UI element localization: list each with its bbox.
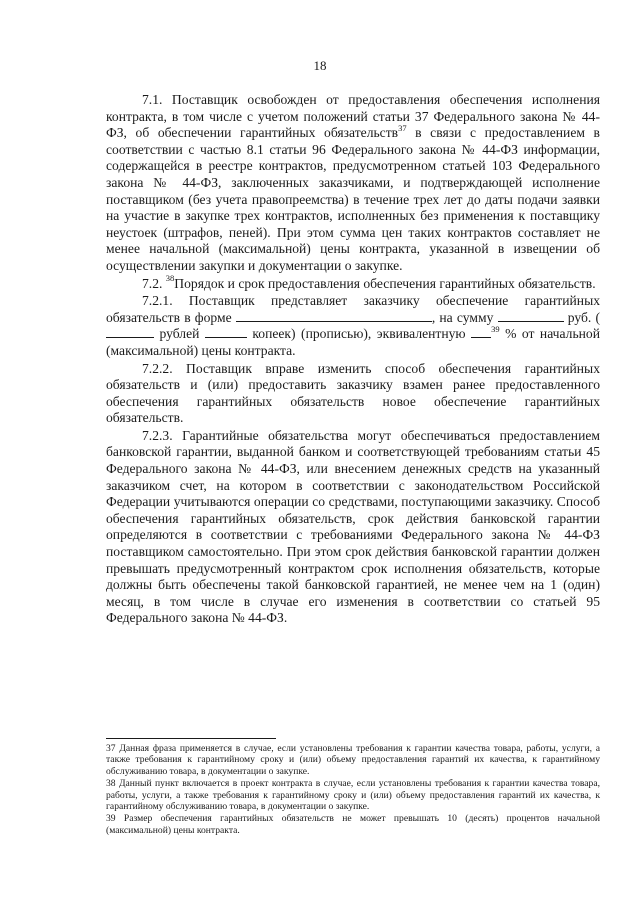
clause-7-2-number: 7.2. xyxy=(142,275,166,291)
clause-7-2-text: Порядок и срок предоставления обеспечения гарантийных обязательств. xyxy=(174,275,596,291)
footnote-37: 37 Данная фраза применяется в случае, если установлены требования к гарантии качества товара, работы, услуги, а также требования к гарантийному сроку и (или) объему предоставления гарантий их качества, к гарантийному обслуживанию товара, в документации о закупке. xyxy=(106,743,600,777)
clause-7-2 xyxy=(106,273,600,293)
clause-7-2-2: 7.2.2. Поставщик вправе изменить способ обеспечения гарантийных обязательств и (или) предоставить заказчику взамен ранее предоставленного обеспечения гарантийных обязательств новое обеспечение гарантийных обязательств. xyxy=(106,360,600,426)
clause-7-1-text: 7.1. Поставщик освобожден от предоставления обеспечения исполнения контракта, в том числе с учетом положений статьи 37 Федерального закона № 44-ФЗ, об обеспечении гарантийных обязательств xyxy=(106,92,600,141)
clause-7-2-1-text-b: , на сумму xyxy=(431,309,498,325)
clause-7-1 xyxy=(106,92,600,275)
clause-7-1-text-rest: в связи с предоставлением в соответствии с частью 8.1 статьи 96 Федерального закона № 44-ФЗ информации, содержащейся в реестре контрактов, предусмотренном статьей 103 Федерального закона № 44-ФЗ, заключенных заказчиками, и подтверждающей исполнение поставщиком (без учета правопреемства) в течение трех лет до даты подачи заявки на участие в закупке трех контрактов, исполненных без применения к поставщику неустоек (штрафов, пеней). При этом сумма цен таких контрактов составляет не менее начальной (максимальной) цены контракта, указанной в извещении об осуществлении закупки и документации о закупке. xyxy=(106,125,600,273)
clause-7-2-1-text-a: 7.2.1. Поставщик представляет заказчику обеспечение гарантийных обязательств в форме xyxy=(106,293,600,325)
footnote-divider xyxy=(106,738,276,739)
guarantee-form-blank[interactable] xyxy=(236,310,432,322)
clause-7-2-1-text-e: копеек) (прописью), эквивалентную xyxy=(246,326,472,342)
document-body xyxy=(106,92,600,627)
clause-7-2-1-text-f: % от начальной (максимальной) цены контракта. xyxy=(106,326,601,358)
clause-7-2-1-text-c: руб. ( xyxy=(563,309,600,325)
footnote-ref-38[interactable]: 38 xyxy=(165,273,175,283)
footnotes xyxy=(106,743,600,837)
footnote-39: 39 Размер обеспечения гарантийных обязательств не может превышать 10 (десять) процентов начальной (максимальной) цены контракта. xyxy=(106,813,600,836)
amount-blank[interactable] xyxy=(498,310,564,322)
clause-7-2-1 xyxy=(106,293,600,359)
clause-7-2-3: 7.2.3. Гарантийные обязательства могут обеспечиваться предоставлением банковской гарантии, выданной банком и соответствующей требованиям статьи 45 Федерального закона № 44-ФЗ, или внесением денежных средств на указанный заказчиком счет, на котором в соответствии с законодательством Российской Федерации учитываются операции со средствами, поступающими заказчику. Способ обеспечения гарантийных обязательств, срок действия банковской гарантии определяются в соответствии с требованиями Федерального закона № 44-ФЗ поставщиком самостоятельно. При этом срок действия банковской гарантии должен превышать предусмотренный контрактом срок исполнения обязательств, которые должны быть обеспечены такой банковской гарантией, не менее чем на 1 (один) месяц, в том числе в случае его изменения в соответствии со статьей 95 Федерального закона № 44-ФЗ. xyxy=(106,427,600,626)
footnote-ref-37[interactable]: 37 xyxy=(398,122,407,133)
footnote-38: 38 Данный пункт включается в проект контракта в случае, если установлены требования к гарантии качества товара, работы, услуги, а также требования к гарантийному сроку и (или) объему предоставления гарантий их качества, к гарантийному обслуживанию товара, в документации о закупке. xyxy=(106,778,600,813)
kopecks-blank[interactable] xyxy=(205,326,247,338)
percent-blank[interactable] xyxy=(471,326,491,338)
rubles-blank[interactable] xyxy=(106,326,154,338)
clause-7-2-1-text-d: рублей xyxy=(154,326,205,342)
page-number: 18 xyxy=(313,58,327,73)
footnote-ref-39[interactable]: 39 xyxy=(491,323,500,334)
